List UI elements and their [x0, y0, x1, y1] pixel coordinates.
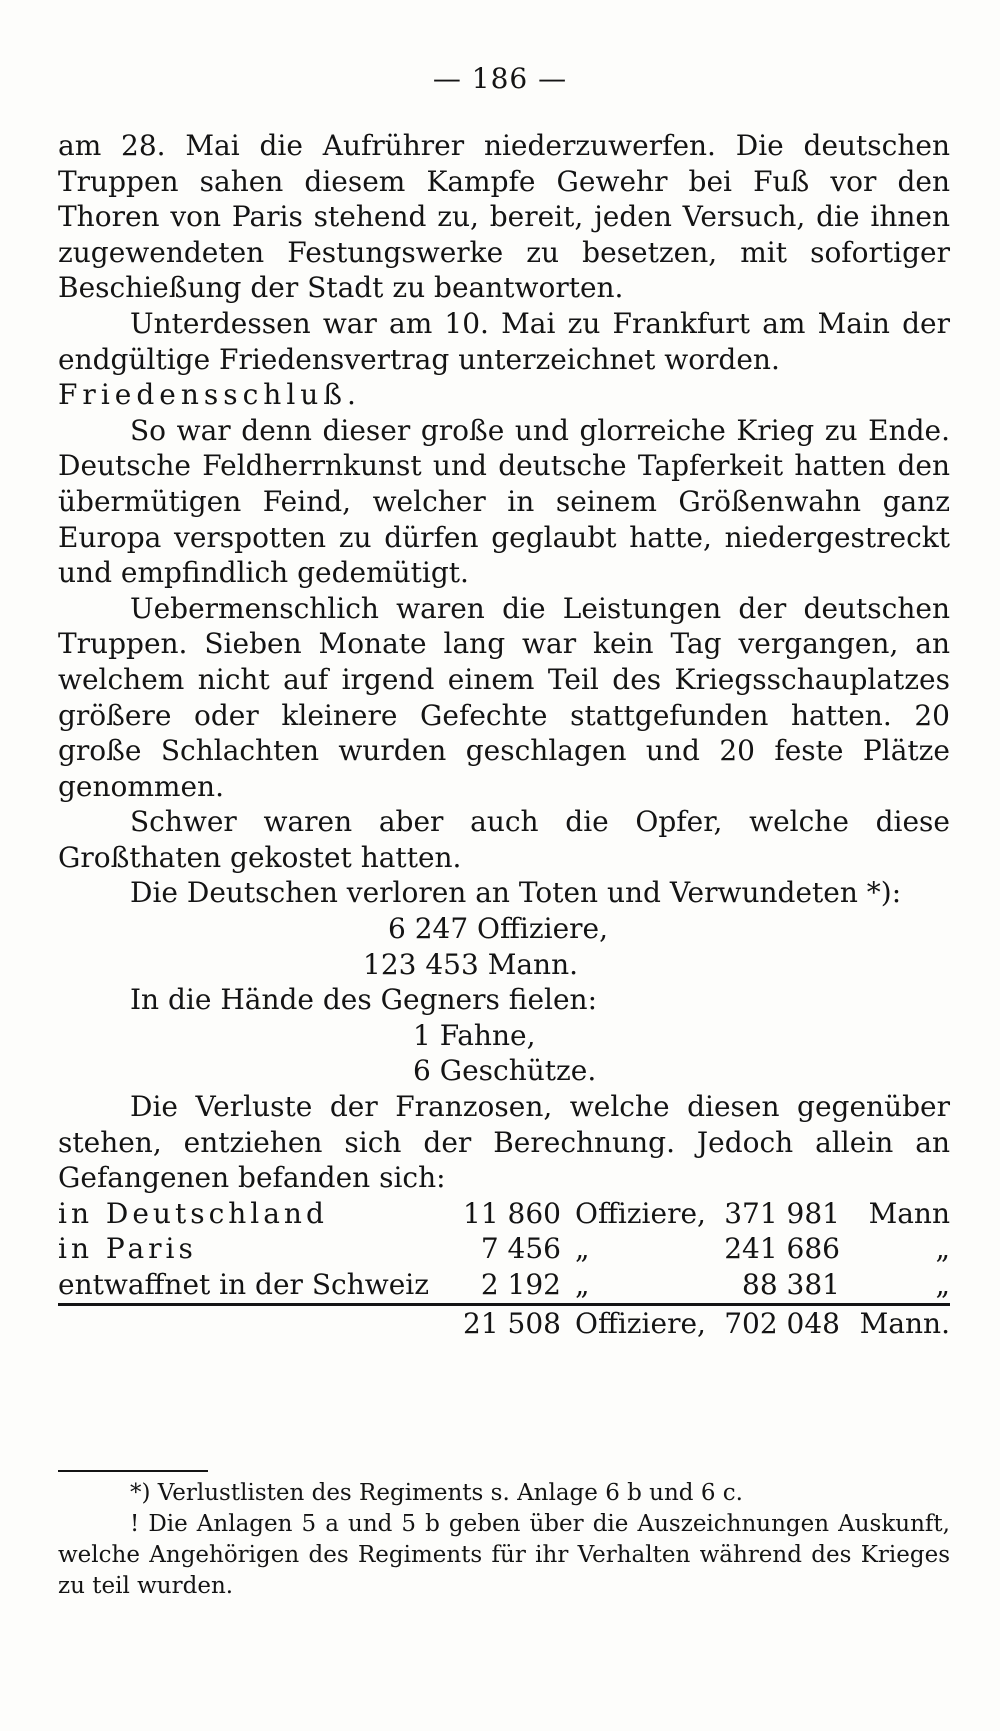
- total-men-unit: Mann.: [840, 1304, 950, 1341]
- captured-guns: 6 Geschütze.: [413, 1054, 597, 1088]
- page-number: — 186 —: [432, 62, 568, 95]
- section-heading: Friedensschluß.: [58, 378, 361, 412]
- paragraph: Die Verluste der Franzosen, welche diesen gegenüber stehen, entziehen sich der Berechnung. Jedoch allein an Gefangenen befanden sich:: [58, 1090, 950, 1195]
- paragraph: Unterdessen war am 10. Mai zu Frankfurt am Main der endgültige Friedensvertrag unterzeichnet worden.: [58, 306, 950, 376]
- officers-unit: Offiziere,: [575, 1196, 706, 1230]
- table-row: [58, 1196, 950, 1232]
- captured-flag: 1 Fahne,: [413, 1018, 536, 1052]
- officers-count: 11 860: [463, 1196, 561, 1230]
- footnote-divider: [58, 1470, 208, 1472]
- men-count: 88 381: [742, 1268, 840, 1301]
- prisoners-table: [58, 1196, 950, 1341]
- row-label: in Paris: [58, 1232, 197, 1266]
- men-unit: „: [935, 1232, 950, 1266]
- row-label: entwaffnet in der Schweiz: [58, 1268, 429, 1301]
- footnote: ! Die Anlagen 5 a und 5 b geben über die Auszeichnungen Auskunft, welche Angehörigen des Regiments für ihr Verhalten während des Krieges zu teil wurden.: [58, 1511, 950, 1599]
- paragraph: So war denn dieser große und glorreiche Krieg zu Ende. Deutsche Feldherrnkunst und deutsche Tapferkeit hatten den übermütigen Feind, welcher in seinem Größenwahn ganz Europa verspotten zu dürfen geglaubt hatte, niedergestreckt und empfindlich gedemütigt.: [58, 413, 950, 590]
- paragraph: Die Deutschen verloren an Toten und Verwundeten *):: [130, 876, 902, 910]
- loss-officers: 6 247 Offiziere,: [388, 912, 608, 946]
- men-unit: Mann: [868, 1196, 950, 1230]
- paragraph: Schwer waren aber auch die Opfer, welche diese Großthaten gekostet hatten.: [58, 805, 950, 874]
- total-spacer: [58, 1304, 448, 1341]
- officers-count: 2 192: [480, 1268, 561, 1301]
- officers-unit: „: [575, 1232, 590, 1266]
- paragraph: am 28. Mai die Aufrührer niederzuwerfen. Die deutschen Truppen sahen diesem Kampfe Gewehr bei Fuß vor den Thoren von Paris stehend zu, bereit, jeden Versuch, die ihnen zugewendeten Festungswerke zu besetzen, mit sofortiger Beschießung der Stadt zu beantworten.: [58, 129, 950, 305]
- total-officers-unit: Offiziere,: [561, 1304, 710, 1341]
- officers-unit: „: [575, 1268, 590, 1301]
- men-count: 241 686: [724, 1232, 840, 1266]
- row-label: in Deutschland: [58, 1196, 328, 1230]
- footnote: *) Verlustlisten des Regiments s. Anlage 6 b und 6 c.: [130, 1480, 743, 1506]
- table-row: [58, 1231, 950, 1267]
- officers-count: 7 456: [480, 1232, 561, 1266]
- main-text: [58, 128, 950, 1341]
- table-row: [58, 1267, 950, 1304]
- total-row: [58, 1304, 950, 1341]
- men-unit: „: [935, 1268, 950, 1301]
- total-officers: 21 508: [448, 1304, 561, 1341]
- loss-men: 123 453 Mann.: [363, 947, 579, 981]
- men-count: 371 981: [724, 1196, 840, 1230]
- paragraph: In die Hände des Gegners fielen:: [130, 983, 598, 1017]
- paragraph: Uebermenschlich waren die Leistungen der deutschen Truppen. Sieben Monate lang war kein Tag vergangen, an welchem nicht auf irgend einem Teil des Kriegsschauplatzes größere oder kleinere Gefechte stattgefunden hatten. 20 große Schlachten wurden geschlagen und 20 feste Plätze genommen.: [58, 591, 950, 803]
- total-men: 702 048: [710, 1304, 840, 1341]
- footnotes: [58, 1478, 950, 1602]
